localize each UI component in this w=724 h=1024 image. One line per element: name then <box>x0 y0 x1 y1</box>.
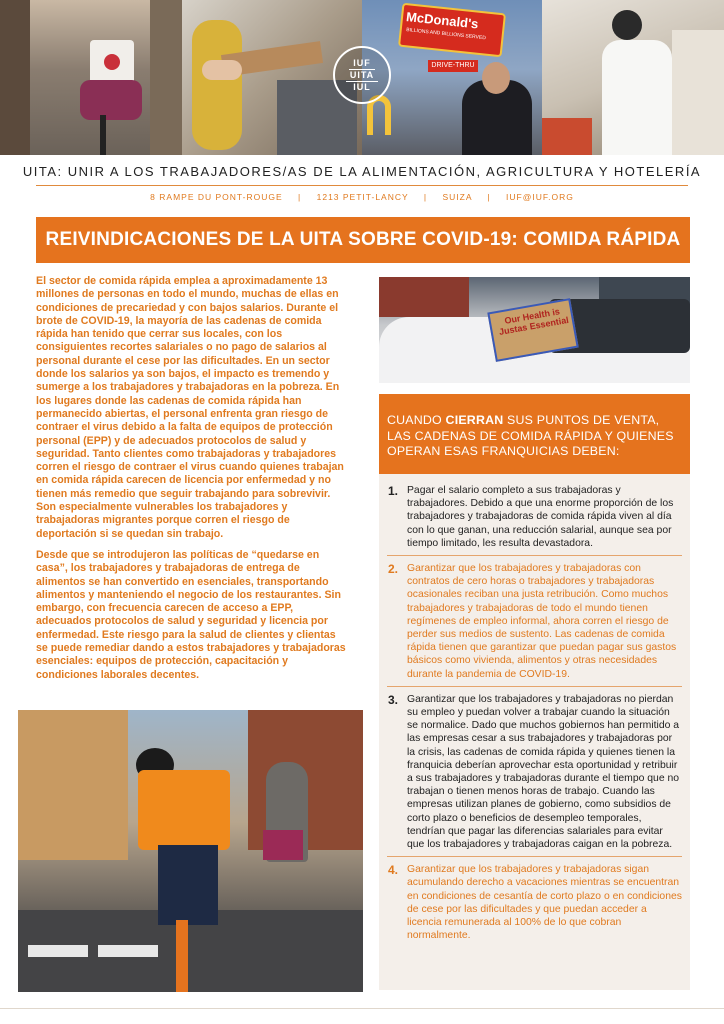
address-city: 1213 PETIT-LANCY <box>316 192 409 202</box>
address-street: 8 RAMPE DU PONT-ROUGE <box>150 192 283 202</box>
footer-divider <box>0 1008 724 1009</box>
photo-delivery-rider-street <box>0 0 182 155</box>
page-title: REIVINDICACIONES DE LA UITA SOBRE COVID-19: COMIDA RÁPIDA <box>45 229 681 250</box>
address-separator: | <box>487 192 491 202</box>
demands-heading-start: CUANDO <box>387 413 446 427</box>
address-separator: | <box>423 192 428 202</box>
mcdonalds-sign-sub: BILLIONS AND BILLIONS SERVED <box>405 26 487 42</box>
address-email[interactable]: IUF@IUF.ORG <box>506 192 574 202</box>
protest-sign-text: Our Health is Justas Essential <box>498 306 570 337</box>
logo-line-iul: IUL <box>353 81 371 92</box>
mcdonalds-sign-text: McDonald's <box>405 9 480 32</box>
demands-heading-end: SUS PUNTOS DE VENTA, LAS CADENAS DE COMIDA RÁPIDA Y QUIENES OPERAN ESAS FRANQUICIAS DEBEN: <box>387 413 674 459</box>
demand-item-3 <box>379 693 690 851</box>
demand-number: 3. <box>388 692 399 707</box>
logo-line-iuf: IUF <box>349 58 375 70</box>
demand-item-4 <box>379 863 690 942</box>
demand-text: Pagar el salario completo a sus trabajadoras y trabajadores. Debido a que una enorme proporción de los trabajadores y trabajadoras de comida rápida viven al día con lo que ganan, una reducción salarial, aunque sea por tiempo limitado, les resulta devastadora. <box>407 485 674 549</box>
demands-heading-emphasis: CIERRAN <box>445 413 504 427</box>
demand-divider <box>387 856 682 857</box>
demand-number: 1. <box>388 484 399 498</box>
demand-number: 4. <box>388 863 399 878</box>
iuf-logo <box>333 46 391 104</box>
demand-item-1 <box>379 484 690 550</box>
address-country: SUIZA <box>442 192 473 202</box>
logo-line-uita: UITA <box>346 70 378 82</box>
demand-number: 2. <box>388 562 399 577</box>
address-separator: | <box>298 192 302 202</box>
demands-heading <box>379 394 690 474</box>
photo-delivery-cyclists <box>18 710 363 992</box>
demand-text: Garantizar que los trabajadores y trabajadoras no pierdan su empleo y puedan volver a trabajar cuando la situación se normalice. Dado que muchos gobiernos han permitido a las empresas cesar a sus trabajadores y trabajadoras por la crisis, las cadenas de comida rápida y quienes tienen la franquicia deberían aprovechar esta oportunidad y retribuir a sus trabajadores y trabajadoras durante el tiempo que no trabajan o tienen menos horas de trabajo. Cuando las empresas utilizan planes de gobierno, como subsidios de corto plazo o beneficios de desempleo temporales, tendrían que pagar las diferencias salariales para evitar que los trabajadores y trabajadoras caigan en la pobreza. <box>407 693 680 851</box>
demands-panel <box>379 394 690 990</box>
drive-thru-sign: DRIVE-THRU <box>428 60 478 72</box>
demand-text: Garantizar que los trabajadores y trabajadoras sigan acumulando derecho a vacaciones mientras se encuentran en condiciones de cesantía de corto plazo o en condiciones de cese por las dificultades y que puedan acceder a licencia remunerada al 100% de lo que cobran normalmente. <box>407 864 682 942</box>
intro-paragraph-1: El sector de comida rápida emplea a aproximadamente 13 millones de personas en todo el mundo, muchas de ellas en condiciones de precariedad y con bajos salarios. Durante el brote de COVID-19, la mayoría de las cadenas de comida rápida han tenido que cerrar sus locales, con los consiguientes recortes salariales o no pago de salarios al personal durante el cese por las dificultades. En un sector donde los salarios ya son bajos, el impacto es tremendo y sumerge a los trabajadores y trabajadoras en la pobreza. En los lugares donde las cadenas de comida rápida han permanecido abiertas, el personal enfrenta gran riesgo de contraer el virus debido a la falta de equipos de protección personal (EPP) y de adecuados protocolos de salud y seguridad. Tanto clientes como trabajadoras y trabajadores corren el riesgo de contraer el virus cuando quienes trabajan en comida rápida carecen de licencia por enfermedad y no tienen más remedio que seguir trabajando para sobrevivir. Son especialmente vulnerables los trabajadores y trabajadoras migrantes porque corren el riesgo de deportación si se quedan sin trabajo. <box>36 275 344 540</box>
intro-paragraph-2: Desde que se introdujeron las políticas de “quedarse en casa”, los trabajadores y trabajadoras de entrega de alimentos se han convertido en esenciales, transportando alimentos y manteniendo el negocio de los restaurantes. Sin embargo, con frecuencia carecen de acceso a EPP, adecuados protocolos de salud y seguridad y licencia por enfermedad. Este riesgo para la salud de clientes y clientas se puede remediar dando a estos trabajadores y trabajadoras esenciales: equipos de protección, capacitación y condiciones laborales decentes. <box>36 548 346 681</box>
photo-car-protest-sign <box>379 277 690 383</box>
title-banner <box>36 217 690 263</box>
header-divider <box>36 185 688 186</box>
org-title: UITA: UNIR A LOS TRABAJADORES/AS DE LA ALIMENTACIÓN, AGRICULTURA Y HOTELERÍA <box>22 164 702 179</box>
intro-column <box>36 275 348 682</box>
demand-divider <box>387 686 682 687</box>
address-line <box>0 192 724 202</box>
demand-text: Garantizar que los trabajadores y trabajadoras con contratos de cero horas o trabajadores y trabajadoras ocasionales reciban una justa retribución. Como muchos trabajadores y trabajadoras de todo el mundo tienen regímenes de empleo informal, ahora corren el riesgo de perder sus medios de sustento. Las cadenas de comida rápida tienen que garantizar que puedan pagar sus gastos básicos como vivienda, alimentos y otras necesidades durante la pandemia de COVID-19. <box>407 563 677 680</box>
demand-divider <box>387 555 682 556</box>
photo-kitchen-workers <box>542 0 724 155</box>
demand-item-2 <box>379 562 690 681</box>
